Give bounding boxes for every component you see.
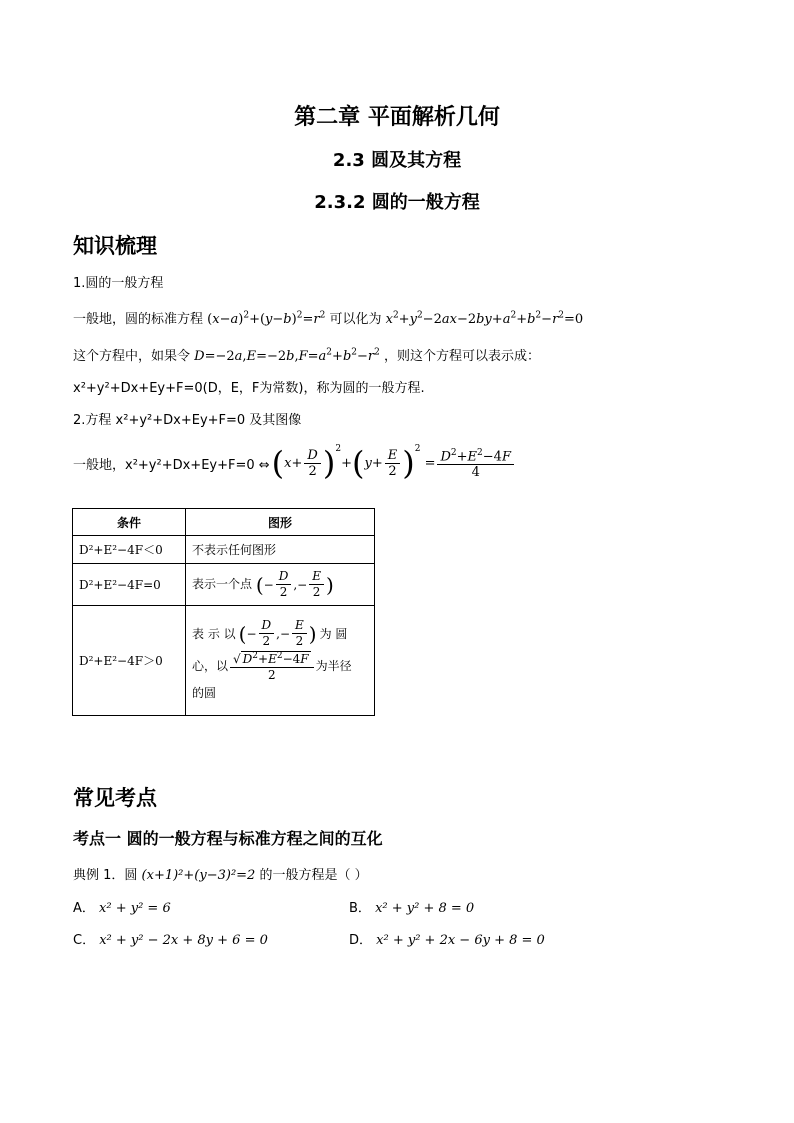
option-equation: x² + y² = 6 <box>99 901 171 916</box>
table-row <box>73 606 375 716</box>
shape-text: 表示一个点 <box>192 577 253 591</box>
item1-text-e: x²+y²+Dx+Ey+F=0(D，E，F为常数)，称为圆的一般方程. <box>73 381 425 396</box>
example-equation: (x+1)²+(y−3)²=2 <box>141 868 256 883</box>
example-line <box>73 864 368 883</box>
item2-text-a: 一般地，x²+y²+Dx+Ey+F=0 ⇔ <box>73 457 270 473</box>
shape-text-a: 表 示 以 <box>192 626 236 641</box>
section-title: 2.3 圆及其方程 <box>332 150 462 171</box>
shape-text-d: 为半径 <box>315 659 352 673</box>
substitution-line <box>73 345 540 364</box>
table-header: 图形 <box>186 509 375 536</box>
condition-cell: D²+E²−4F＜0 <box>73 536 186 564</box>
shape-text-c: 心，以 <box>192 659 229 673</box>
item1-text-b: 可以化为 <box>329 312 382 327</box>
table-header: 条件 <box>73 509 186 536</box>
option-label: D． <box>349 933 373 948</box>
option-label: B． <box>349 901 371 916</box>
item1-title: 1.圆的一般方程 <box>73 276 164 291</box>
table-header-row <box>73 509 375 536</box>
shape-cell: 不表示任何图形 <box>186 536 375 564</box>
completed-square-formula: ( x + $\frac{D}{2}$ ) $^2$ + ( y + $\frac{E}{2}$ ) $^2$ = $\frac{D^2+E^2-4F}{4}$ <box>272 444 516 482</box>
item1-text-a: 一般地，圆的标准方程 <box>73 312 204 327</box>
option-equation: x² + y² + 8 = 0 <box>375 901 475 916</box>
standard-equation: $(x-a)^2+(y-b)^2=r^2$ <box>207 310 326 327</box>
table-row <box>73 564 375 606</box>
item2-title: 2.方程 x²+y²+Dx+Ey+F=0 及其图像 <box>73 413 302 428</box>
condition-cell: D²+E²−4F=0 <box>73 564 186 606</box>
table-row <box>73 536 375 564</box>
expanded-equation: $x^2+y^2-2ax-2by+a^2+b^2-r^2=0$ <box>385 310 584 327</box>
item1-text-d: ，则这个方程可以表示成： <box>384 349 541 364</box>
item1-text-c: 这个方程中，如果令 <box>73 349 191 364</box>
option-equation: x² + y² − 2x + 8y + 6 = 0 <box>99 933 268 948</box>
shape-cell <box>186 606 375 716</box>
equivalence-line <box>73 440 516 486</box>
option-d[interactable] <box>349 929 545 948</box>
substitution: $D=-2a,E=-2b,F=a^2+b^2-r^2$ <box>194 347 380 364</box>
center-formula: ( − $\frac{D}{2}$ ,− $\frac{E}{2}$ ) <box>238 618 317 648</box>
condition-table <box>72 508 375 716</box>
option-a[interactable] <box>73 897 171 916</box>
knowledge-heading: 知识梳理 <box>73 234 157 258</box>
option-label: A． <box>73 901 95 916</box>
example-tail: 的一般方程是（ ） <box>259 868 368 883</box>
shape-text-b: 为 圆 <box>319 626 348 641</box>
condition-cell: D²+E²−4F＞0 <box>73 606 186 716</box>
common-heading: 常见考点 <box>73 786 157 810</box>
option-c[interactable] <box>73 929 268 948</box>
option-label: C． <box>73 933 96 948</box>
example-label: 典例 1．圆 <box>73 868 138 883</box>
standard-form-line <box>73 308 583 327</box>
shape-text-e: 的圆 <box>192 686 217 700</box>
chapter-title: 第二章 平面解析几何 <box>294 105 500 130</box>
radius-formula: $\frac{√ D^2+E^2-4F}{2}$ <box>228 649 316 683</box>
option-b[interactable] <box>349 897 474 916</box>
shape-cell <box>186 564 375 606</box>
option-equation: x² + y² + 2x − 6y + 8 = 0 <box>376 933 545 948</box>
center-point-formula: ( − $\frac{D}{2}$ ,− $\frac{E}{2}$ ) <box>255 569 334 599</box>
point1-title: 考点一 圆的一般方程与标准方程之间的互化 <box>73 829 383 848</box>
subsection-title: 2.3.2 圆的一般方程 <box>314 192 480 213</box>
